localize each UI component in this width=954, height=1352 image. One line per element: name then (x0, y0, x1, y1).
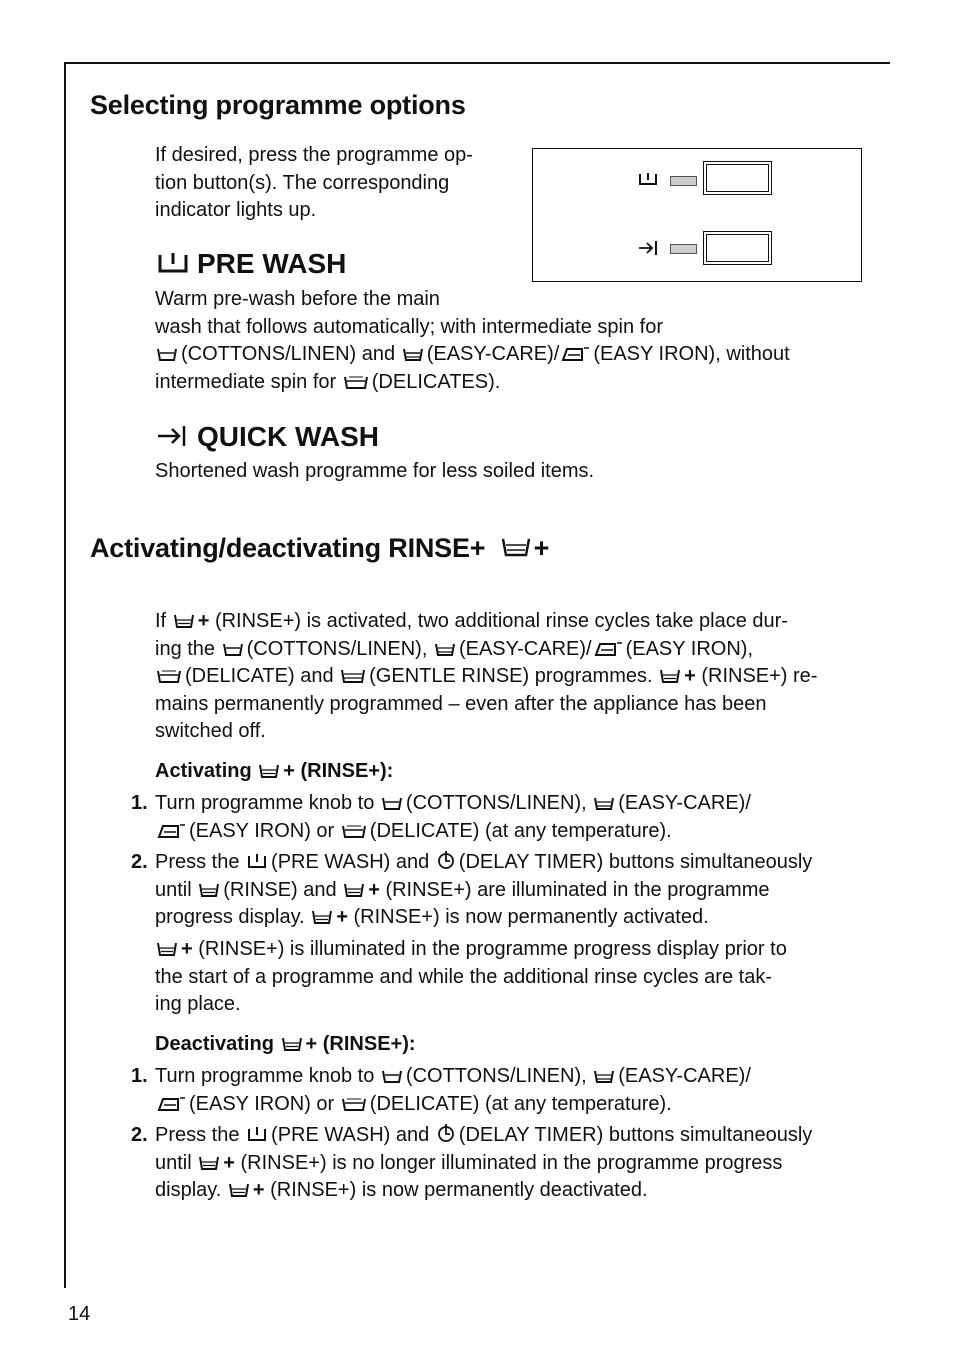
plus-sign: + (181, 938, 193, 960)
quickwash-icon (638, 239, 660, 257)
prewash-heading (156, 248, 346, 280)
prewash-icon (638, 171, 660, 189)
delay-timer-icon (436, 850, 456, 870)
prewash-line: Warm pre-wash before the main (155, 288, 440, 310)
text: (DELICATE) and (185, 665, 334, 687)
rinse-intro-paragraph (155, 608, 817, 746)
easycare-tub-icon (434, 641, 456, 657)
prewash-heading-text: PRE WASH (197, 248, 347, 279)
text: (DELICATE) (at any temperature). (369, 1092, 672, 1115)
para-line: mains permanently programmed – even after the appliance has been (155, 692, 767, 715)
text: (RINSE+) is activated, two additional rinse cycles take place dur- (214, 610, 788, 632)
text: (RINSE+): (300, 760, 394, 782)
text: Press the (155, 1124, 240, 1146)
step-number: 1. (131, 1065, 148, 1087)
rinse-tub-icon (281, 1036, 303, 1052)
text: (COTTONS/LINEN), (246, 637, 428, 660)
intro-line: If desired, press the programme op- (155, 144, 473, 166)
prewash-icon (246, 852, 268, 870)
quickwash-option-button[interactable] (703, 231, 772, 265)
text: (RINSE) and (223, 878, 337, 901)
text: (PRE WASH) and (271, 1124, 430, 1146)
text: (DELICATE) (at any temperature). (369, 819, 672, 842)
intro-line: tion button(s). The corresponding (155, 171, 450, 194)
intro-line: indicator lights up. (155, 199, 317, 221)
plus-sign: + (223, 1151, 235, 1174)
prewash-icon (246, 1125, 268, 1143)
text: ing the (155, 637, 216, 660)
activating-step-2 (155, 849, 812, 932)
deactivating-subheading (155, 1033, 416, 1056)
text: (EASY IRON), without (593, 343, 790, 365)
plus-sign: + (368, 878, 380, 901)
plus-sign: + (252, 1179, 265, 1201)
text: (EASY-CARE)/ (458, 637, 592, 660)
rinse-tub-icon (258, 763, 280, 779)
text: (RINSE+) is now permanently deactivated. (270, 1179, 648, 1201)
delicates-tub-icon (343, 374, 369, 390)
page-number: 14 (68, 1303, 91, 1325)
cottons-tub-icon (222, 641, 244, 657)
rinse-title-text: Activating/deactivating RINSE+ (90, 533, 486, 563)
prewash-description (155, 286, 790, 396)
plus-sign: + (283, 760, 295, 782)
text: Turn programme knob to (155, 792, 375, 814)
quickwash-description: Shortened wash programme for less soiled items. (155, 460, 595, 482)
delicates-tub-icon (156, 668, 182, 684)
para-line (155, 636, 817, 664)
text: (RINSE+): (322, 1033, 416, 1055)
activating-note (155, 936, 787, 1019)
delay-timer-icon (436, 1123, 456, 1143)
text: (EASY IRON) or (189, 1092, 335, 1115)
easyiron-icon (593, 641, 623, 657)
rinse-tub-icon (343, 882, 365, 898)
prewash-line (155, 369, 790, 397)
para-line (155, 663, 817, 691)
rinse-tub-icon (228, 1182, 250, 1198)
rinse-tub-icon (173, 613, 195, 629)
activating-step-1 (155, 790, 751, 845)
prewash-icon (157, 250, 189, 276)
text: until (155, 878, 192, 901)
quickwash-heading (156, 421, 379, 453)
text: (COTTONS/LINEN), (405, 792, 587, 814)
easyiron-icon (156, 823, 186, 839)
quickwash-heading-text: QUICK WASH (197, 421, 379, 452)
rinse-tub-icon (311, 909, 333, 925)
text: Turn programme knob to (155, 1065, 375, 1087)
text: (RINSE+) is no longer illuminated in the programme progress (240, 1151, 783, 1174)
text: (DELICATES). (371, 370, 501, 393)
text: (GENTLE RINSE) programmes. (369, 665, 653, 687)
plus-sign: + (533, 533, 550, 563)
text: (EASY-CARE)/ (426, 343, 560, 365)
quickwash-icon (157, 424, 189, 448)
delicates-tub-icon (341, 1096, 367, 1112)
para-line: switched off. (155, 720, 266, 742)
step-number: 2. (131, 851, 148, 873)
deactivating-step-2 (155, 1122, 812, 1205)
text: Deactivating (155, 1033, 274, 1055)
prewash-indicator-led (670, 176, 697, 186)
para-line (155, 608, 817, 636)
quickwash-indicator-led (670, 244, 697, 254)
delicates-tub-icon (341, 823, 367, 839)
text: Press the (155, 851, 240, 873)
easyiron-icon (156, 1096, 186, 1112)
text: (DELAY TIMER) buttons simultaneously (458, 1124, 813, 1146)
prewash-line (155, 341, 790, 369)
text: (EASY-CARE)/ (618, 792, 751, 814)
text: the start of a programme and while the additional rinse cycles are tak- (155, 965, 772, 988)
text: (RINSE+) is illuminated in the programme progress display prior to (198, 938, 787, 960)
frame-top-rule (64, 62, 890, 64)
prewash-line: wash that follows automatically; with intermediate spin for (155, 315, 664, 338)
text: intermediate spin for (155, 370, 337, 393)
cottons-tub-icon (156, 346, 178, 362)
rinse-tub-icon (501, 536, 531, 558)
text: display. (155, 1179, 222, 1201)
text: until (155, 1151, 192, 1174)
intro-paragraph (155, 142, 473, 225)
text: progress display. (155, 906, 305, 928)
prewash-option-button[interactable] (703, 161, 772, 195)
step-number: 1. (131, 792, 148, 814)
text: (RINSE+) re- (701, 665, 818, 687)
text: (PRE WASH) and (271, 851, 430, 873)
easyiron-icon (560, 346, 590, 362)
easycare-tub-icon (593, 1068, 615, 1084)
cottons-tub-icon (381, 795, 403, 811)
text: Activating (155, 760, 252, 782)
text: ing place. (155, 993, 241, 1015)
step-number: 2. (131, 1124, 148, 1146)
text: (RINSE+) are illuminated in the programme (385, 878, 770, 901)
plus-sign: + (684, 665, 696, 687)
text: (EASY IRON), (625, 637, 754, 660)
text: (DELAY TIMER) buttons simultaneously (458, 851, 813, 873)
frame-left-rule (64, 62, 66, 1288)
plus-sign: + (197, 610, 210, 632)
gentle-rinse-icon (340, 668, 366, 684)
easycare-tub-icon (402, 346, 424, 362)
section-title-rinse-plus (90, 533, 549, 564)
easycare-tub-icon (593, 795, 615, 811)
text: If (155, 610, 167, 632)
rinse-tub-icon (156, 941, 178, 957)
cottons-tub-icon (381, 1068, 403, 1084)
text: (COTTONS/LINEN) and (181, 343, 396, 365)
rinse-tub-icon (198, 1155, 220, 1171)
button-panel-illustration (532, 148, 862, 282)
section-title-programme-options: Selecting programme options (90, 90, 466, 120)
rinse-tub-icon (659, 668, 681, 684)
text: (EASY IRON) or (189, 819, 335, 842)
plus-sign: + (336, 906, 348, 928)
deactivating-step-1 (155, 1063, 751, 1118)
text: (EASY-CARE)/ (618, 1065, 751, 1087)
plus-sign: + (305, 1033, 318, 1055)
text: (COTTONS/LINEN), (405, 1065, 587, 1087)
rinse-tub-icon (198, 882, 220, 898)
text: (RINSE+) is now permanently activated. (353, 906, 709, 928)
activating-subheading (155, 760, 393, 783)
